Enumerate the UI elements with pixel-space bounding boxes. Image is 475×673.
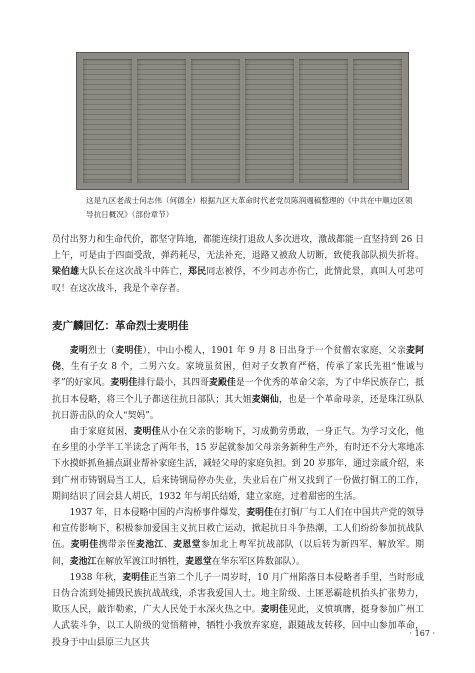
manuscript-page xyxy=(245,59,294,183)
article-body xyxy=(52,343,424,651)
bold-name: 麦明 xyxy=(69,346,89,356)
text-run: ，也是一个革命母亲，还是珠江纵队抗日游击队的众人“契妈”。 xyxy=(52,394,424,421)
manuscript-page xyxy=(191,59,240,183)
bold-name: 郑民 xyxy=(188,267,207,278)
text-run: 在打铜厂与工人们在中国共产党的领导和宣传影响下，积极参加爱国主义抗日救亡运动，掀起抗日斗争热潮，工人们纷纷参加抗战队伍。 xyxy=(52,508,425,551)
bold-name: 麦明佳 xyxy=(133,427,161,438)
manuscript-page xyxy=(299,59,348,183)
document-photo xyxy=(76,52,409,190)
bold-name: 麦恩堂 xyxy=(185,556,212,567)
manuscript-page xyxy=(353,59,402,183)
paragraph xyxy=(52,424,424,505)
text-run: 参加北上粤军抗战部队（以后转为新四军、解放军。期间， xyxy=(52,540,425,567)
bold-name: 麦阿侥 xyxy=(52,346,424,373)
text-run: 见此，义愤填膺，挺身参加广州工人武装斗争，以工人阶级的觉悟精神，牺牲小我放弃家庭，跟随战友转移，回中山参加革命，投身于中山县原三九区共 xyxy=(52,605,424,648)
bold-name: 麦明佳 xyxy=(70,540,99,551)
text-run: 、 xyxy=(163,540,174,551)
paragraph xyxy=(52,505,424,570)
text-run: 同志被俘，不少同志亦伤亡，此情此景，真叫人可悲可叹！在这次战斗，我是个幸存者。 xyxy=(52,267,424,294)
text-run: 携带亲侄 xyxy=(98,540,136,551)
text-run: 大队长在这次战斗中阵亡， xyxy=(79,267,189,278)
paragraph xyxy=(52,343,424,424)
section-title: 麦广麟回忆：革命烈士麦明佳 xyxy=(52,320,189,332)
text-run: ），中山小榄人，1901 年 9 月 8 日出身于一个贫僧农家庭，父亲 xyxy=(142,346,407,356)
text-run: 在解放军渡江时牺牲， xyxy=(96,556,186,567)
bold-name: 麦池江 xyxy=(135,540,164,551)
text-run: 从小在父亲的影响下，习成勤劳勇敢，一身正气。为学习文化，他在乡里的小学半工半读念了两年书，15 岁起就参加父母亲务新种生产外，有时还不分大寒地冻下水摸虾抓鱼捕点副业帮补家庭生活，减轻父母的家庭负担。到 20 岁那年，通过亲戚介绍，来到广州市铸钢局当工人，后来铸钢局停办失业，失业后在广州又找到了一份做打铜工的工作，期间结识了回会县人胡氏，1932 年与胡氏结婚，建立家庭，过着甜密的生活。 xyxy=(52,427,425,502)
text-run: 是一个优秀的革命父亲，为了中华民族存亡，抵抗日本侵略，将三个儿子都送往抗日部队；其大姐 xyxy=(52,378,425,405)
paragraph xyxy=(52,570,424,651)
bold-name: 麦明佳 xyxy=(246,508,273,519)
text-run: 正当第二个儿子一周岁时，10 月广州陷落日本侵略者手里，当时形成日伪合流到处捕毁民族抗战战线，杀害我爱国人士。地主阶级、土匪恶霸趁机抬头扩张势力，欺压人民，敲诈勒索，广大人民处于水深火热之中。 xyxy=(52,572,424,616)
bold-name: 麦娴仙 xyxy=(251,394,279,405)
bold-name: 麦恩堂 xyxy=(173,540,201,551)
bold-name: 麦殿佳 xyxy=(209,378,236,389)
text-run: 1938 年秋， xyxy=(69,572,123,583)
bold-name: 麦明佳 xyxy=(122,572,150,583)
bold-name: 麦明佳 xyxy=(115,346,143,356)
bold-name: 麦明佳 xyxy=(260,605,289,616)
intro-text xyxy=(52,232,424,297)
manuscript-page xyxy=(137,59,186,183)
bold-name: 麦明佳 xyxy=(110,378,138,389)
text-run: 1937 年，日本侵略中国的卢沟桥事件爆发， xyxy=(69,508,247,519)
manuscript-page xyxy=(83,59,132,183)
text-run: 由于家庭贫困， xyxy=(69,427,134,438)
photo-caption: 这是九区老战士何志伟（何德全）根据九区大革命时代老党员陈润週稿整理的《中共在中顺边区领导抗日概况》（部份章节） xyxy=(86,196,413,219)
text-run: 排行最小，其四哥 xyxy=(137,378,209,389)
text-run: 烈士（ xyxy=(88,346,116,356)
intro-paragraph xyxy=(52,232,424,297)
text-run: 员付出努力和生命代价，都坚守阵地，都能连续打退敌人多次进攻，激战都能一直坚持到 26 日上午，可是由于四面受敌，弹药耗尽，无法补充，退路又被敌人切断，致使我部队损失折将。 xyxy=(52,235,424,262)
text-run: ，生有子女 8 个，二男六女。家境虽贫困，但对子女教育严格，传承了家氏先祖“惟诚与孝”的好家风。 xyxy=(52,362,425,389)
bold-name: 麦池江 xyxy=(69,556,97,567)
text-run: 在华东军区阵数部队）。 xyxy=(211,556,305,567)
page-number: · 167 · xyxy=(409,629,435,638)
bold-name: 梁伯雄 xyxy=(52,267,80,278)
